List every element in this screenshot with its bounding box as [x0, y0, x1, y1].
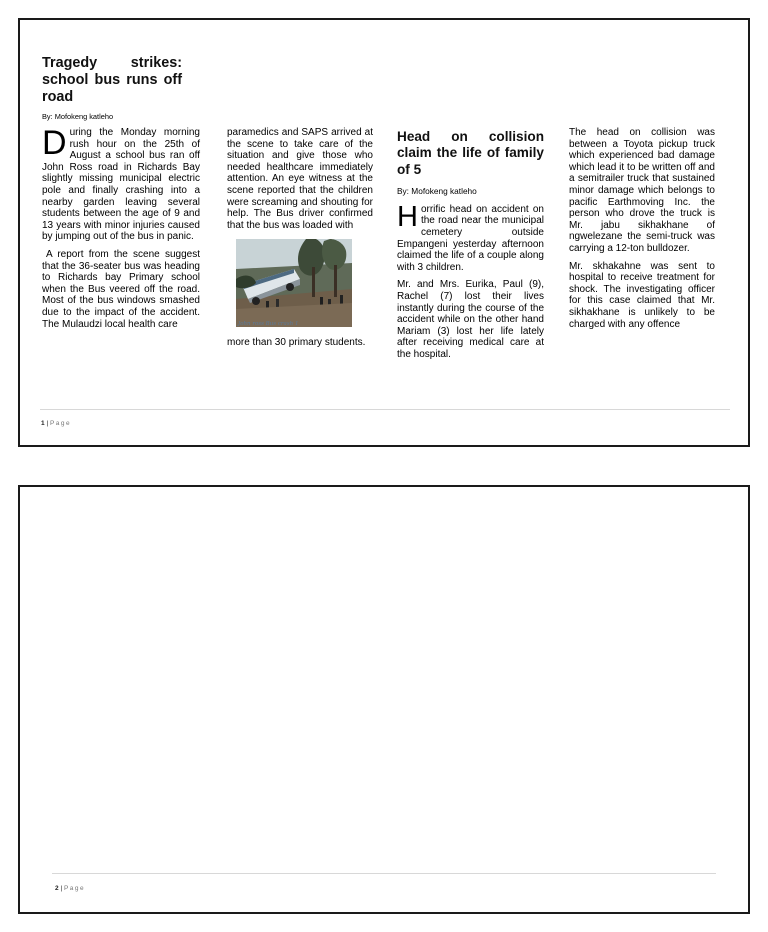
footer-separator: |	[60, 885, 63, 892]
article-1-paragraph-2: A report from the scene suggest that the 36-seater bus was heading to Richards bay Primary school when the Bus veered off the road. Most of the bus windows smashed due to the impact of the accident. The Mulaudzi local health care	[42, 248, 200, 330]
article-2-headline: Head on collision claim the life of family of 5	[397, 129, 544, 177]
document-page-1	[18, 18, 750, 447]
page-footer-2	[55, 885, 85, 892]
bus-crash-photo-figure	[236, 239, 352, 331]
drop-cap-letter: D	[42, 124, 67, 162]
article-1-paragraph-1: During the Monday morning rush hour on the 25th of August a school bus ran off John Ross road in Richards Bay slightly missing municipal electric pole and finally crashing into a nearby garden leaving several students between the age of 9 and 13 years with minor injuries caused by jumping out of the bus in panic.	[42, 124, 200, 243]
article-2-paragraph-3: The head on collision was between a Toyota pickup truck which experienced bad damage which lead it to be written off and a semitrailer truck that sustained minor damage which belongs to pacific Earthmoving Inc. the person who drove the truck is Mr. jabu sikhakhane of ngwelezane the semi-truck was carrying a 12-ton bulldozer.	[569, 127, 715, 254]
article-1-headline: Tragedy strikes: school bus runs off road	[42, 55, 182, 105]
article-2-paragraph-1: Horrific head on accident on the road near the municipal cemetery outside Empangeni yesterday afternoon claimed the life of a couple along with 3 children.	[397, 200, 544, 273]
drop-cap-letter-2: H	[397, 200, 418, 233]
photo-caption: John ross Bus crash 1	[238, 321, 299, 328]
footer-separator: |	[46, 420, 49, 427]
document-page-2	[18, 485, 750, 914]
column-1	[42, 124, 200, 336]
page-number: 1	[41, 420, 45, 427]
column-4	[569, 127, 715, 336]
article-2-paragraph-4: Mr. skhakahne was sent to hospital to receive treatment for shock. The investigating officer for this case claimed that Mr. sikhakhane is unlikely to be charged with any offence	[569, 260, 715, 330]
page-footer-1	[41, 420, 71, 427]
article-1-byline: By: Mofokeng katleho	[42, 112, 114, 121]
column-2	[227, 127, 373, 355]
footer-divider	[52, 873, 716, 874]
article-2-paragraph-2: Mr. and Mrs. Eurika, Paul (9), Rachel (7) lost their lives instantly during the course of the accident while on the other hand Mariam (3) lost her life lately after receiving medical care at the hospital.	[397, 279, 544, 360]
footer-page-label: Page	[49, 420, 72, 427]
column-3	[397, 127, 544, 367]
bus-crash-photo	[236, 239, 352, 327]
article-1-paragraph-3: paramedics and SAPS arrived at the scene to take care of the situation and give those who needed healthcare immediately attention. An eye witness at the scene reported that the children were screaming and shouting for help. The Bus driver confirmed that the bus was loaded with	[227, 127, 373, 231]
footer-divider	[40, 409, 730, 410]
article-1-paragraph-4: more than 30 primary students.	[227, 336, 366, 348]
article-2-byline: By: Mofokeng katleho	[397, 186, 477, 197]
page-number: 2	[55, 885, 59, 892]
footer-page-label: Page	[63, 885, 86, 892]
